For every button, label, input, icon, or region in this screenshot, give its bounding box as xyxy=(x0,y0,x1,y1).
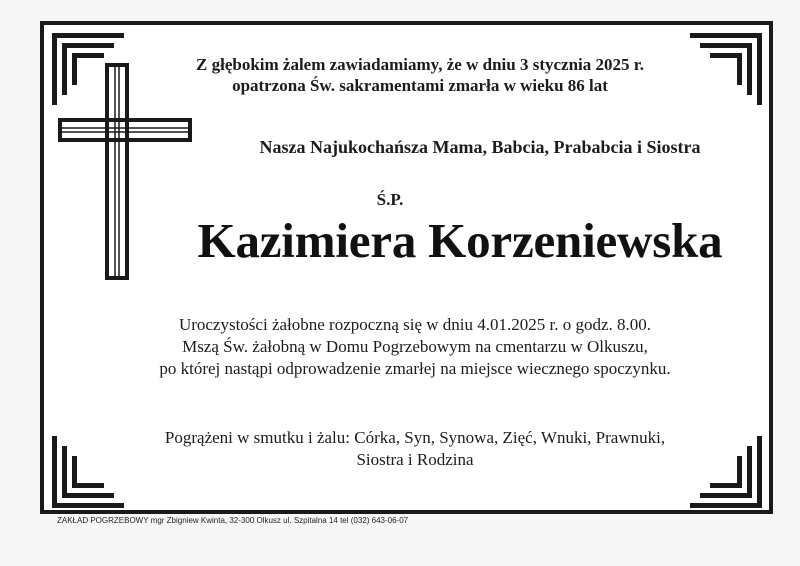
ceremony-line-1: Uroczystości żałobne rozpoczną się w dniu 4.01.2025 r. o godz. 8.00. xyxy=(178,315,652,334)
mourners-line-1: Pogrążeni w smutku i żalu: Córka, Syn, Synowa, Zięć, Wnuki, Prawnuki, xyxy=(164,428,666,447)
funeral-home-footer: ZAKŁAD POGRZEBOWY mgr Zbigniew Kwinta, 32-300 Olkusz ul. Szpitalna 14 tel (032) 643-06-07 xyxy=(57,516,409,525)
intro-line-2: opatrzona Św. sakramentami zmarła w wieku 86 lat xyxy=(232,76,608,95)
title-abbreviation: Ś.P. xyxy=(376,190,404,209)
ceremony-line-2: Mszą Św. żałobną w Domu Pogrzebowym na cmentarzu w Olkuszu, xyxy=(182,337,648,356)
deceased-name: Kazimiera Korzeniewska xyxy=(197,213,723,268)
ceremony-line-3: po której nastąpi odprowadzenie zmarłej na miejsce wiecznego spoczynku. xyxy=(159,359,671,378)
mourners-line-2: Siostra i Rodzina xyxy=(356,450,474,469)
corner-ornament-top-right-icon xyxy=(690,33,762,105)
intro-line-1: Z głębokim żalem zawiadamiamy, że w dniu 3 stycznia 2025 r. xyxy=(196,55,644,74)
relation-line: Nasza Najukochańsza Mama, Babcia, Prababcia i Siostra xyxy=(259,137,701,157)
